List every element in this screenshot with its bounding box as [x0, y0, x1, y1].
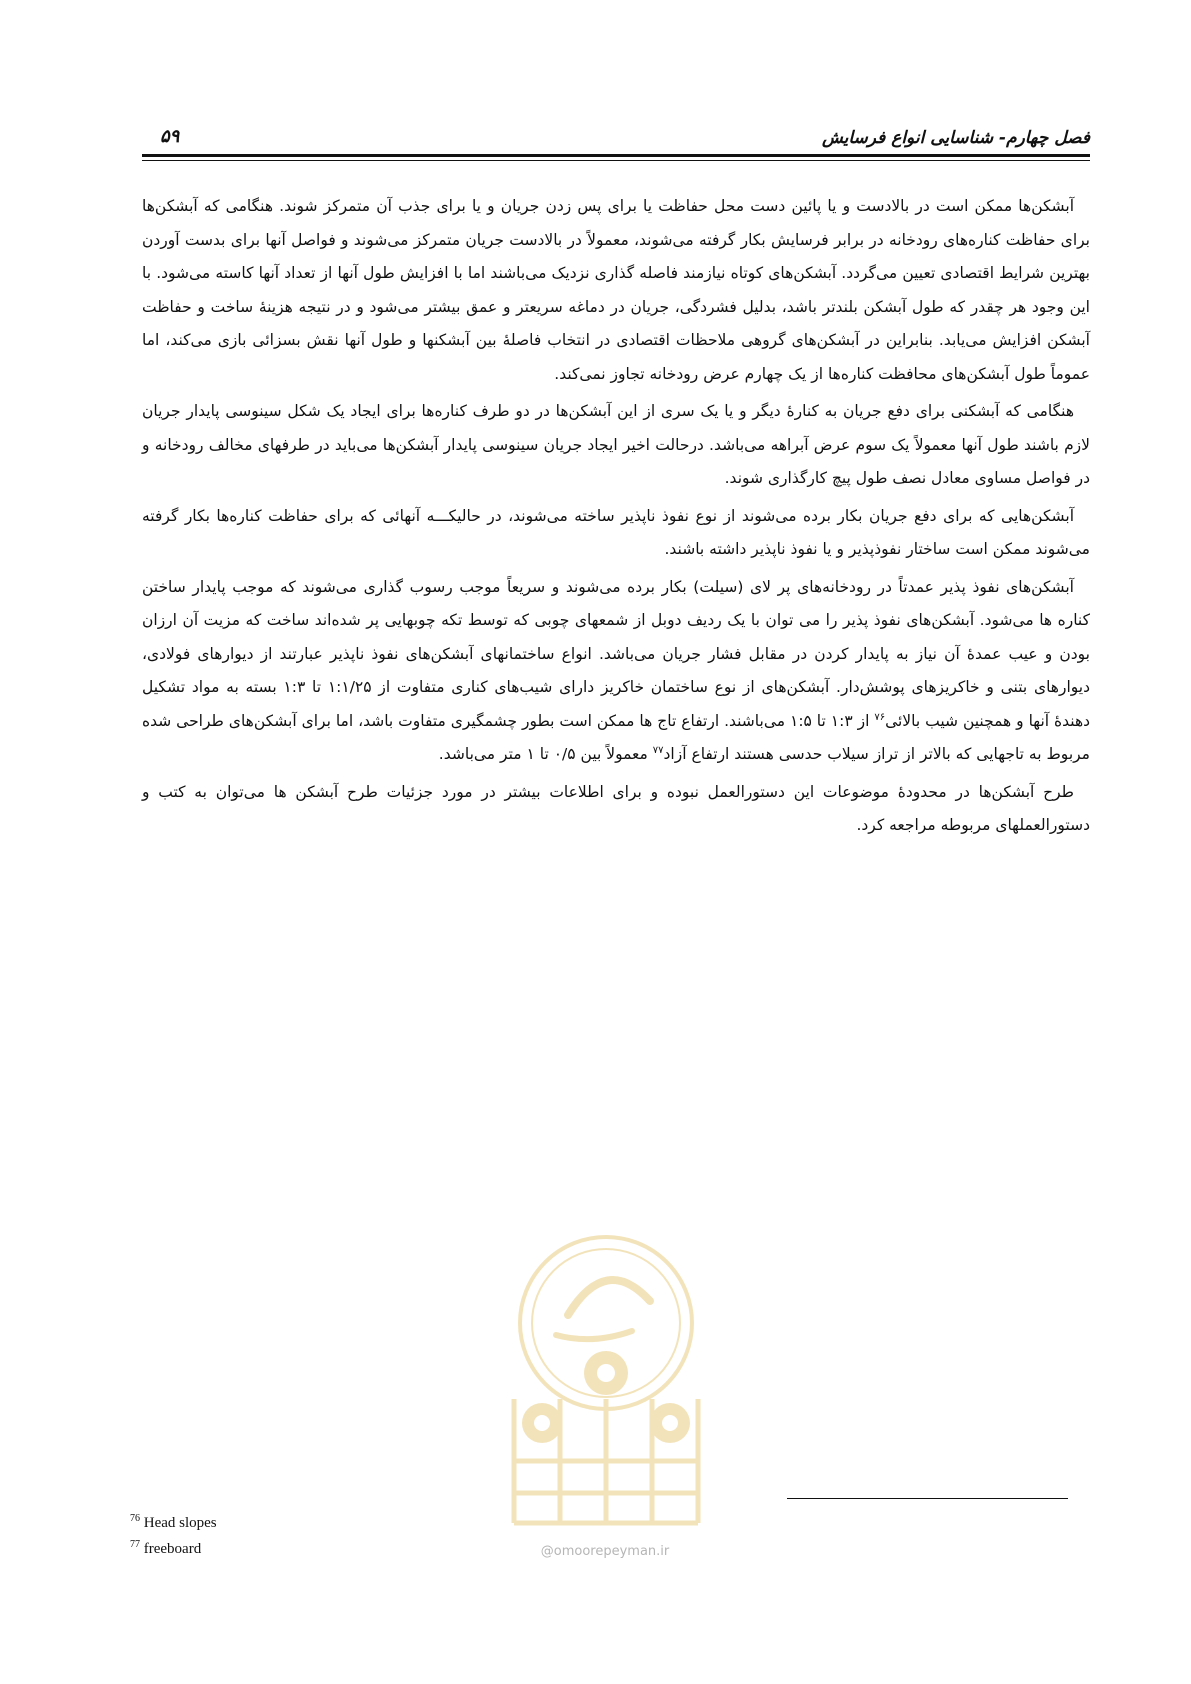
text-run: آبشکن‌هایی که برای دفع جریان بکار برده می‌شوند از نوع نفوذ ناپذیر ساخته می‌شوند، در حالیکـــه آنهائی که برای حفاظت کناره‌ها بکار گرفته می‌شوند ممکن است ساختار نفوذپذیر و یا نفوذ ناپذیر داشته باشند. [142, 506, 1090, 558]
header-rule-thin [142, 160, 1090, 161]
watermark-logo-icon [482, 1223, 730, 1543]
footnote [130, 1534, 450, 1560]
footnote-text: Head slopes [140, 1515, 217, 1531]
footnote-text: freeboard [140, 1541, 202, 1557]
footnote-number: 76 [130, 1513, 140, 1524]
text-run: آبشکن‌ها ممکن است در بالادست و یا پائین دست محل حفاظت یا برای پس زدن جریان و یا برای جذب آن متمرکز شوند. هنگامی که آبشکن‌ها برای حفاظت کناره‌های رودخانه در برابر فرسایش بکار گرفته می‌شوند، معمولاً در بالادست جریان متمرکز می‌شوند و فواصل آنها برای بدست آوردن بهترین شرایط اقتصادی تعیین می‌گردد. آبشکن‌های کوتاه نیازمند فاصله گذاری نزدیک می‌باشند اما با افزایش طول آنها از تعداد آنها کاسته می‌شود. با این وجود هر چقدر که طول آبشکن بلندتر باشد، بدلیل فشردگی، جریان در دماغه سریعتر و عمق بیشتر می‌شود و در نتیجه هزینهٔ ساخت و حفاظت آبشکن افزایش می‌یابد. بنابراین در آبشکن‌های گروهی ملاحظات اقتصادی در انتخاب فاصلهٔ بین آبشکنها و طول آنها نقش بسزائی بازی می‌کند، اما عموماً طول آبشکن‌های محافظت کناره‌ها از یک چهارم عرض رودخانه تجاوز نمی‌کند. [142, 197, 1090, 383]
footnotes [130, 1508, 450, 1560]
chapter-title: فصل چهارم- شناسایی انواع فرسایش [821, 128, 1090, 148]
footnote-ref: ۷۷ [652, 744, 664, 756]
text-run: طرح آبشکن‌ها در محدودهٔ موضوعات این دستورالعمل نبوده و برای اطلاعات بیشتر در مورد جزئیات طرح آبشکن ها می‌توان به کتب و دستورالعملهای مربوطه مراجعه کرد. [142, 782, 1090, 834]
paragraph [142, 190, 1090, 391]
text-run: از ۱:۳ تا ۱:۵ می‌باشند. ارتفاع تاج ها ممکن است بطور چشمگیری متفاوت باشد، اما برای آبشکن‌های طراحی شده مربوط به تاجهایی که بالاتر از تراز سیلاب حدسی هستند ارتفاع آزاد [142, 711, 1090, 763]
header-rule [142, 154, 1090, 157]
body-text [142, 190, 1090, 847]
text-run: معمولاً بین ۰/۵ تا ۱ متر می‌باشد. [438, 745, 653, 763]
footnote-number: 77 [130, 1539, 140, 1550]
page-header [142, 112, 1090, 152]
watermark-url: @omoorepeyman.ir [540, 1544, 670, 1559]
footnote-ref: ۷۶ [874, 711, 886, 723]
text-run: هنگامی که آبشکنی برای دفع جریان به کنارهٔ دیگر و یا یک سری از این آبشکن‌ها در دو طرف کناره‌ها برای ایجاد یک شکل سینوسی پایدار جریان لازم باشند طول آنها معمولاً یک سوم عرض آبراهه می‌باشد. درحالت اخیر ایجاد جریان سینوسی پایدار آبشکن‌ها می‌باید در طرفهای مخالف رودخانه و در فواصل مساوی معادل نصف طول پیچ کارگذاری شوند. [142, 402, 1090, 487]
paragraph [142, 776, 1090, 843]
paragraph [142, 571, 1090, 772]
page-number: ۵۹ [160, 126, 180, 147]
paragraph [142, 395, 1090, 496]
footnote-rule [787, 1498, 1068, 1499]
paragraph [142, 500, 1090, 567]
footnote [130, 1508, 450, 1534]
text-run: آبشکن‌های نفوذ پذیر عمدتاً در رودخانه‌های پر لای (سیلت) بکار برده می‌شوند و سریعاً موجب رسوب گذاری می‌شوند که موجب پایدار ساختن کناره ها می‌شود. آبشکن‌های نفوذ پذیر را می توان با یک ردیف دوبل از شمعهای چوبی که توسط تکه چوبهایی پر شده‌اند ساخت که مزیت آن ارزان بودن و عیب عمدهٔ آن نیاز به پایدار کردن در مقابل فشار جریان می‌باشد. انواع ساختمانهای آبشکن‌های نفوذ ناپذیر عبارتند از دیوارهای فولادی، دیوارهای بتنی و خاکریزهای پوشش‌دار. آبشکن‌های از نوع ساختمان خاکریز دارای شیب‌های کناری متفاوت از ۱:۱/۲۵ تا ۱:۳ بسته به مواد تشکیل دهندهٔ آنها و همچنین شیب بالائی [142, 577, 1091, 730]
